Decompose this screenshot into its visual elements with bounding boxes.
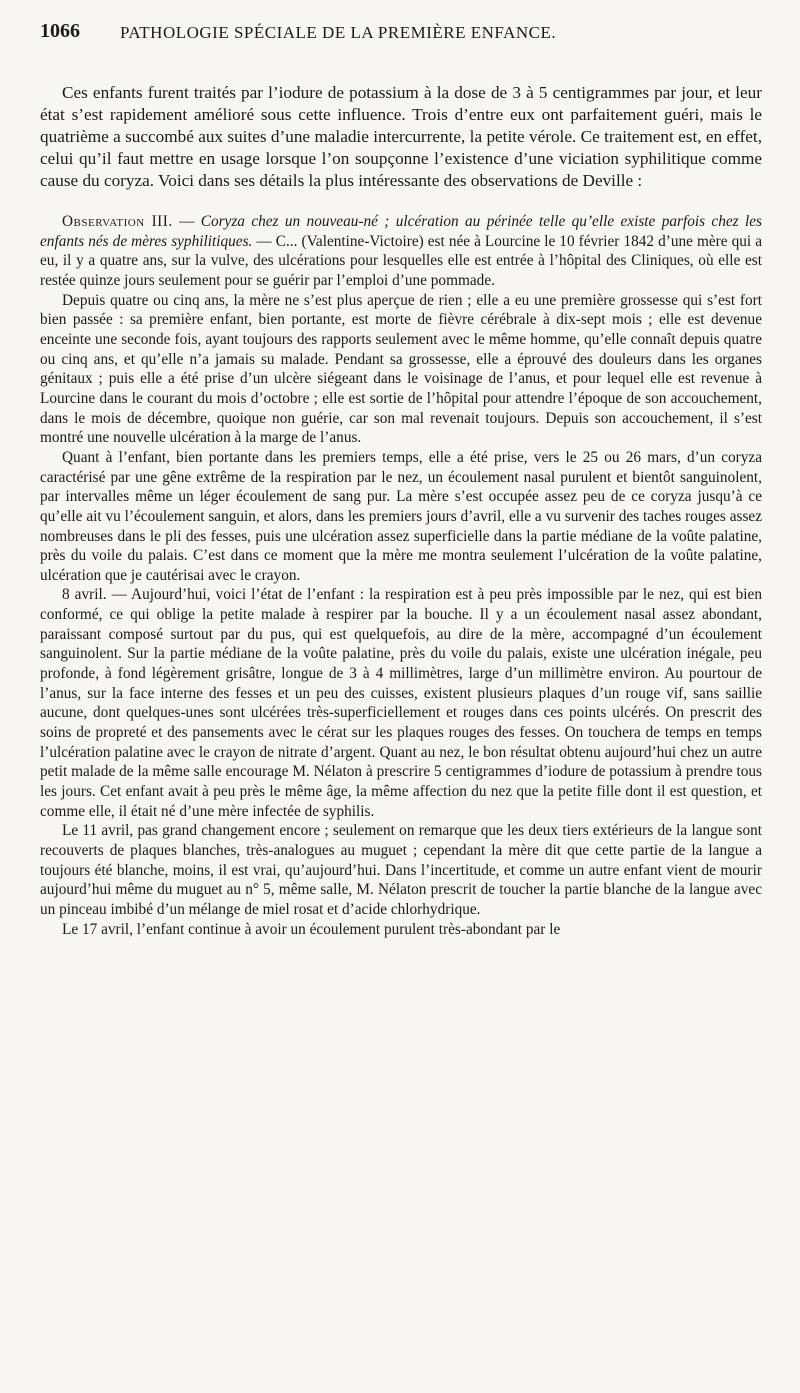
observation-paragraph: Le 11 avril, pas grand changement encore ; seulement on remarque que les deux tiers extérieurs de la langue sont recouverts de plaques blanches, très-analogues au muguet ; cependant la mère dit que cette partie de la langue a toujours été blanche, moins, il est vrai, qu’aujourd’hui. Dans l’incertitude, et comme un autre enfant vient de mourir aujourd’hui même du muguet au n° 5, même salle, M. Nélaton prescrit de toucher la partie blanche de la langue avec un pinceau imbibé d’un mélange de miel rosat et d’acide chlorhydrique. (40, 822, 762, 918)
observation-paragraph: Quant à l’enfant, bien portante dans les premiers temps, elle a été prise, vers le 25 ou 26 mars, d’un coryza caractérisé par une gêne extrême de la respiration par le nez, un écoulement nasal purulent et bientôt sanguinolent, par intervalles même un léger écoulement de sang pur. La mère s’est occupée assez peu de ce coryza jusqu’à ce qu’elle ait vu l’écoulement sanguin, et alors, dans les premiers jours d’avril, elle a vu survenir des taches rouges assez nombreuses dans le pli des fesses, puis une ulcération assez superficielle dans la partie médiane de la voûte palatine, près du voile du palais. C’est dans ce moment que la mère me montra seulement l’ulcération de la voûte palatine, ulcération que je cautérisai avec le crayon. (40, 448, 762, 584)
intro-section (40, 82, 762, 192)
running-title: PATHOLOGIE SPÉCIALE DE LA PREMIÈRE ENFANCE. (120, 23, 557, 42)
observation-first-paragraph-text: — C... (Valentine-Victoire) est née à Lourcine le 10 février 1842 d’une mère qui a eu, il y a quatre ans, sur la vulve, des ulcérations pour lesquelles elle est entrée à l’hôpital des Cliniques, où elle est restée quinze jours seulement pour se guérir par l’emploi d’une pommade. (40, 232, 762, 289)
observation-label: Observation III. (62, 213, 173, 230)
page-number: 1066 (40, 20, 80, 42)
page-header (40, 20, 760, 60)
observation-paragraph: Depuis quatre ou cinq ans, la mère ne s’est plus aperçue de rien ; elle a eu une première grossesse qui s’est fort bien passée : sa première enfant, bien portante, est morte de fièvre cérébrale à dix-sept mois ; elle est devenue enceinte une seconde fois, ayant toujours des rapports seulement avec le même homme, qu’elle connaît depuis quatre ou cinq ans, et qu’elle n’a jamais su malade. Pendant sa grossesse, elle a éprouvé des douleurs dans les organes génitaux ; puis elle a été prise d’un ulcère siégeant dans le voisinage de l’anus, et pour lequel elle est revenue à Lourcine dans le courant du mois d’octobre ; elle est sortie de l’hôpital pour attendre l’époque de son accouchement, dans le mois de décembre, quoique non guérie, car son mal revenait toujours. Depuis son accouchement, il s’est montré une nouvelle ulcération à la marge de l’anus. (40, 291, 762, 447)
observation-paragraph: 8 avril. — Aujourd’hui, voici l’état de l’enfant : la respiration est à peu près impossible par le nez, qui est bien conformé, ce qui oblige la petite malade à respirer par la bouche. Il y a un écoulement nasal assez abondant, paraissant composé surtout par du pus, qui est quelquefois, au dire de la mère, accompagné d’un écoulement sanguinolent. Sur la partie médiane de la voûte palatine, près du voile du palais, existe une ulcération inégale, peu profonde, à fond légèrement grisâtre, longue de 3 à 4 millimètres, large d’un millimètre environ. Au pourtour de l’anus, sur la face interne des fesses et un peu des cuisses, existent plusieurs plaques d’un rouge vif, sans saillie aucune, dont quelques-unes sont ulcérées très-superficiellement et rouges dans ces points ulcérés. On prescrit des soins de propreté et des pansements avec le cérat sur les plaques rouges des fesses. On touchera de temps en temps l’ulcération palatine avec le crayon de nitrate d’argent. Quant au nez, le bon résultat obtenu aujourd’hui chez un autre petit malade de la même salle encourage M. Nélaton à prescrire 5 centigrammes d’iodure de potassium à prendre tous les jours. Cet enfant avait à peu près le même âge, la même affection du nez que la petite fille dont il est question, et comme elle, il était né d’une mère infectée de syphilis. (40, 586, 762, 820)
observation-title: Coryza chez un nouveau-né ; ulcération au périnée telle qu’elle existe parfois chez les enfants nés de mères syphilitiques. (40, 213, 762, 250)
observation-dash: — (172, 213, 201, 230)
observation-first-paragraph (40, 212, 762, 291)
intro-paragraph: Ces enfants furent traités par l’iodure de potassium à la dose de 3 à 5 centigrammes par jour, et leur état s’est rapidement amélioré sous cette influence. Trois d’entre eux ont parfaitement guéri, mais le quatrième a succombé aux suites d’une maladie intercurrente, la petite vérole. Ce traitement est, en effet, celui qu’il faut mettre en usage lorsque l’on soupçonne l’existence d’une viciation syphilitique comme cause du coryza. Voici dans ses détails la plus intéressante des observations de Deville : (40, 83, 762, 190)
observation-section (40, 212, 762, 939)
observation-paragraph: Le 17 avril, l’enfant continue à avoir un écoulement purulent très-abondant par le (62, 920, 561, 938)
